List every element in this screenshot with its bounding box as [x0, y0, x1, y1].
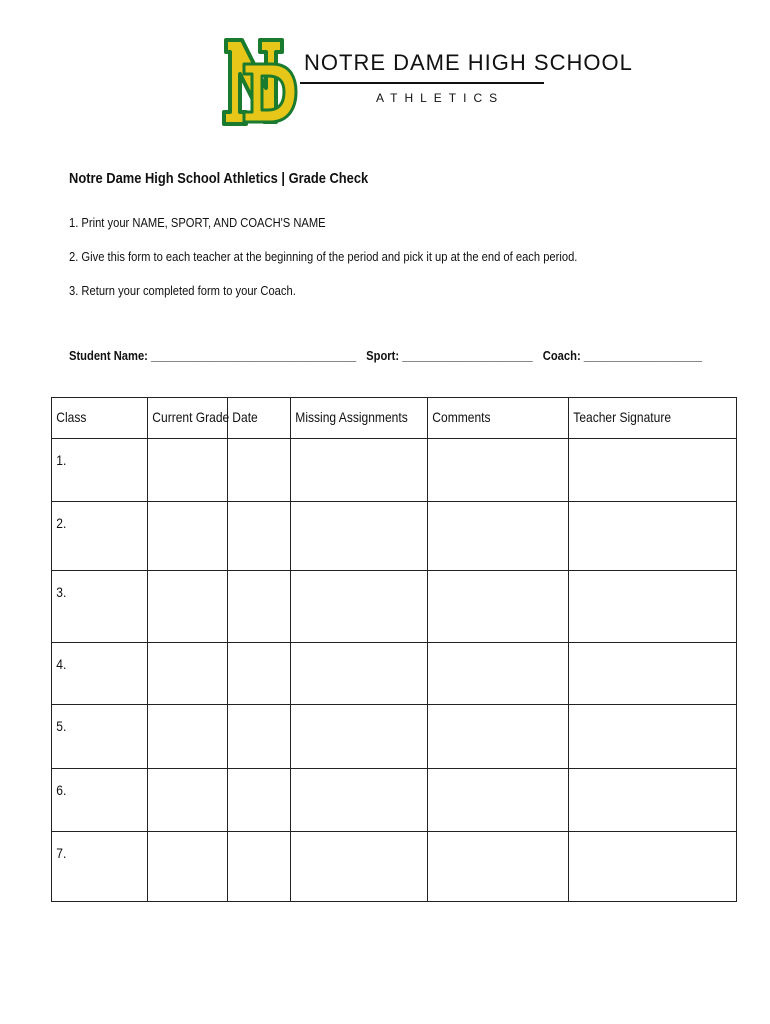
- department-label: ATHLETICS: [376, 91, 505, 105]
- table-row: [52, 705, 737, 769]
- column-header-missing-assignments: Missing Assignments: [291, 398, 428, 439]
- class-cell[interactable]: 3.: [52, 571, 148, 643]
- column-header-class: Class: [52, 398, 148, 439]
- missing-assignments-cell[interactable]: [291, 643, 428, 705]
- grade-cell[interactable]: [148, 832, 228, 902]
- table-header-row: [52, 398, 737, 439]
- comments-cell[interactable]: [428, 832, 569, 902]
- page-title: Notre Dame High School Athletics | Grade Check: [69, 170, 369, 187]
- table-row: [52, 643, 737, 705]
- instructions-list: [69, 214, 660, 316]
- comments-cell[interactable]: [428, 769, 569, 832]
- column-header-current-grade: Current Grade: [148, 398, 228, 439]
- grade-cell[interactable]: [148, 769, 228, 832]
- date-cell[interactable]: [228, 705, 291, 769]
- column-header-date: Date: [228, 398, 291, 439]
- date-cell[interactable]: [228, 643, 291, 705]
- signature-cell[interactable]: [569, 643, 737, 705]
- date-cell[interactable]: [228, 769, 291, 832]
- grade-cell[interactable]: [148, 439, 228, 502]
- missing-assignments-cell[interactable]: [291, 571, 428, 643]
- class-cell[interactable]: 4.: [52, 643, 148, 705]
- class-cell[interactable]: 1.: [52, 439, 148, 502]
- comments-cell[interactable]: [428, 705, 569, 769]
- missing-assignments-cell[interactable]: [291, 439, 428, 502]
- table-row: [52, 832, 737, 902]
- coach-field[interactable]: Coach: ___________________: [542, 348, 702, 363]
- missing-assignments-cell[interactable]: [291, 705, 428, 769]
- comments-cell[interactable]: [428, 643, 569, 705]
- instruction-item: 1. Print your NAME, SPORT, AND COACH'S NAME: [69, 215, 326, 230]
- missing-assignments-cell[interactable]: [291, 769, 428, 832]
- class-cell[interactable]: 7.: [52, 832, 148, 902]
- column-header-teacher-signature: Teacher Signature: [569, 398, 737, 439]
- student-name-field[interactable]: Student Name: _________________________________: [69, 348, 357, 363]
- table-row: [52, 439, 737, 502]
- signature-cell[interactable]: [569, 439, 737, 502]
- table-row: [52, 571, 737, 643]
- signature-cell[interactable]: [569, 502, 737, 571]
- student-info-fields: [69, 348, 702, 363]
- school-name: NOTRE DAME HIGH SCHOOL: [304, 50, 633, 75]
- date-cell[interactable]: [228, 439, 291, 502]
- signature-cell[interactable]: [569, 571, 737, 643]
- logo-divider: [300, 82, 544, 84]
- class-cell[interactable]: 2.: [52, 502, 148, 571]
- class-cell[interactable]: 5.: [52, 705, 148, 769]
- sport-field[interactable]: Sport: _____________________: [366, 348, 533, 363]
- column-header-comments: Comments: [428, 398, 569, 439]
- grade-check-table: [51, 397, 737, 902]
- instruction-item: 2. Give this form to each teacher at the beginning of the period and pick it up at the end of each period.: [69, 249, 578, 264]
- comments-cell[interactable]: [428, 502, 569, 571]
- date-cell[interactable]: [228, 502, 291, 571]
- school-logo: [222, 36, 633, 130]
- comments-cell[interactable]: [428, 571, 569, 643]
- grade-cell[interactable]: [148, 643, 228, 705]
- date-cell[interactable]: [228, 571, 291, 643]
- comments-cell[interactable]: [428, 439, 569, 502]
- grade-cell[interactable]: [148, 502, 228, 571]
- signature-cell[interactable]: [569, 769, 737, 832]
- missing-assignments-cell[interactable]: [291, 832, 428, 902]
- table-row: [52, 769, 737, 832]
- grade-cell[interactable]: [148, 571, 228, 643]
- signature-cell[interactable]: [569, 832, 737, 902]
- missing-assignments-cell[interactable]: [291, 502, 428, 571]
- nd-monogram-icon: [222, 36, 298, 128]
- instruction-item: 3. Return your completed form to your Coach.: [69, 283, 296, 298]
- class-cell[interactable]: 6.: [52, 769, 148, 832]
- table-row: [52, 502, 737, 571]
- date-cell[interactable]: [228, 832, 291, 902]
- signature-cell[interactable]: [569, 705, 737, 769]
- grade-cell[interactable]: [148, 705, 228, 769]
